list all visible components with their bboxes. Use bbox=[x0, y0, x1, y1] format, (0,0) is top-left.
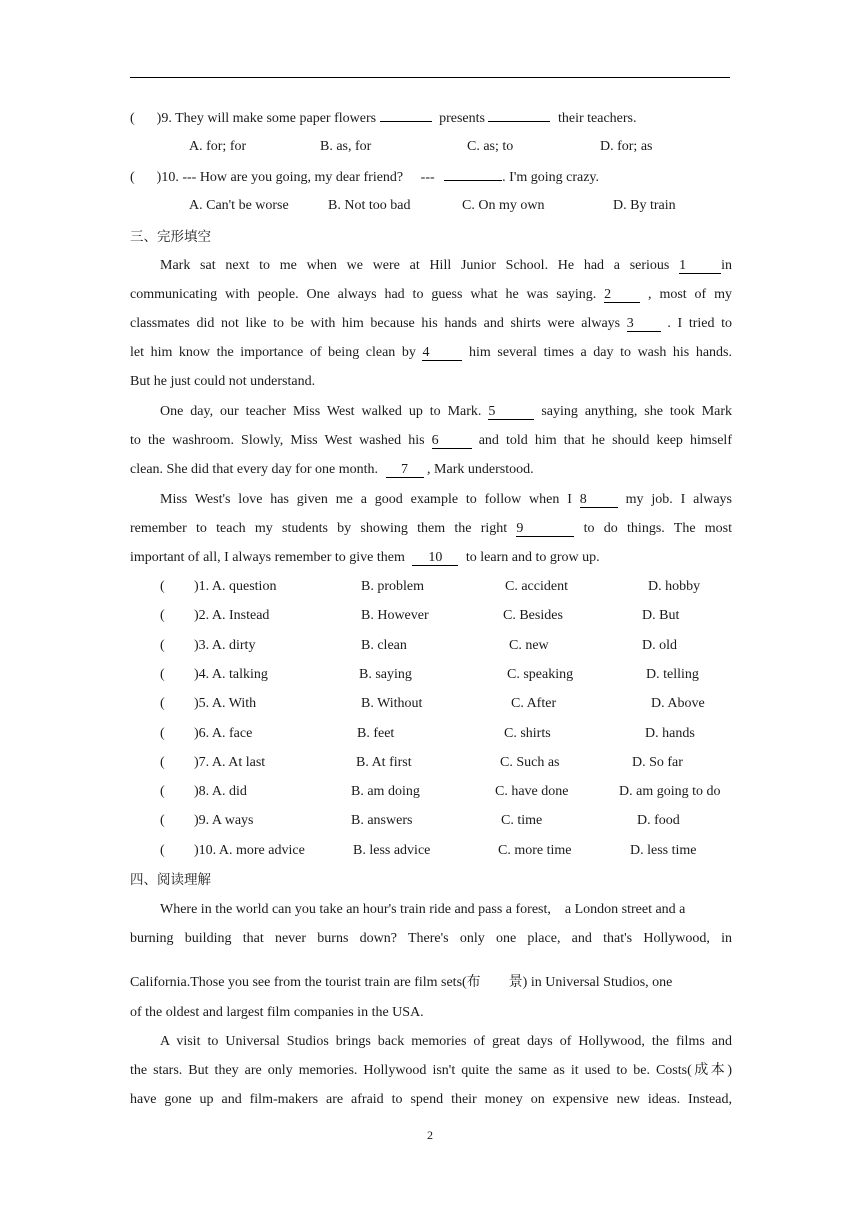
cloze-p1-line5: But he just could not understand. bbox=[130, 374, 316, 389]
section-4-heading: 四、阅读理解 bbox=[130, 872, 211, 888]
cloze-p2-line1: One day, our teacher Miss West walked up to Mark. 5 saying anything, she took Mark bbox=[160, 404, 733, 419]
cloze-question-stem: )1. A. question bbox=[194, 579, 277, 594]
blank bbox=[444, 180, 502, 181]
option-b: B. feet bbox=[357, 726, 395, 741]
option-d: D. But bbox=[642, 608, 680, 623]
option-b: B. answers bbox=[351, 813, 413, 828]
option-c: C. accident bbox=[505, 579, 568, 594]
cloze-p1-line2: communicating with people. One always had to guess what he was saying. 2 , most of my bbox=[130, 287, 732, 302]
blank-9: 9 bbox=[516, 522, 574, 537]
blank bbox=[380, 121, 432, 122]
option-d: D. food bbox=[637, 813, 680, 828]
section-3-heading: 三、完形填空 bbox=[130, 229, 211, 245]
blank-2: 2 bbox=[604, 288, 640, 303]
option-b: B. less advice bbox=[353, 843, 431, 858]
option-b: B. However bbox=[361, 608, 429, 623]
answer-paren: ( bbox=[160, 726, 165, 741]
option-d: D. telling bbox=[646, 667, 699, 682]
option-d: D. So far bbox=[632, 755, 683, 770]
option-c: C. new bbox=[509, 638, 549, 653]
cloze-question-stem: )5. A. With bbox=[194, 696, 257, 711]
option-d: D. Above bbox=[651, 696, 705, 711]
page-number: 2 bbox=[427, 1128, 433, 1142]
option-a: A. for; for bbox=[189, 139, 247, 154]
cloze-p2-line3: clean. She did that every day for one month. 7 , Mark understood. bbox=[130, 462, 534, 477]
blank-1: 1 bbox=[679, 259, 721, 274]
option-d: D. for; as bbox=[600, 139, 653, 154]
answer-paren: ( bbox=[160, 608, 165, 623]
blank-8: 8 bbox=[580, 493, 618, 508]
cloze-question-stem: )2. A. Instead bbox=[194, 608, 270, 623]
option-d: D. old bbox=[642, 638, 677, 653]
cloze-question-stem: )8. A. did bbox=[194, 784, 247, 799]
cloze-p1-line3: classmates did not like to be with him because his hands and shirts were always 3 . I tried to bbox=[130, 316, 733, 331]
option-b: B. Without bbox=[361, 696, 423, 711]
option-c: C. Such as bbox=[500, 755, 560, 770]
option-d: D. hobby bbox=[648, 579, 701, 594]
header-rule bbox=[130, 77, 730, 78]
answer-paren: ( bbox=[160, 579, 165, 594]
option-c: C. On my own bbox=[462, 198, 545, 213]
reading-p1-line1: Where in the world can you take an hour's train ride and pass a forest, a London street and a bbox=[160, 902, 686, 917]
cloze-question-stem: )7. A. At last bbox=[194, 755, 266, 770]
option-b: B. clean bbox=[361, 638, 407, 653]
answer-paren: ( bbox=[160, 755, 165, 770]
option-c: C. have done bbox=[495, 784, 569, 799]
cloze-question-stem: )10. A. more advice bbox=[194, 843, 305, 858]
answer-paren: ( bbox=[160, 843, 165, 858]
option-b: B. Not too bad bbox=[328, 198, 411, 213]
cloze-p2-line2: to the washroom. Slowly, Miss West washed his 6 and told him that he should keep himself bbox=[130, 433, 732, 448]
option-c: C. shirts bbox=[504, 726, 551, 741]
reading-p1-line2: burning building that never burns down? There's only one place, and that's Hollywood, in bbox=[130, 931, 732, 946]
reading-p1-line3: California.Those you see from the tourist train are film sets(布 景) in Universal Studios, one bbox=[130, 975, 673, 990]
option-d: D. less time bbox=[630, 843, 697, 858]
option-c: C. more time bbox=[498, 843, 572, 858]
option-b: B. as, for bbox=[320, 139, 372, 154]
option-d: D. hands bbox=[645, 726, 695, 741]
reading-p2-line1: A visit to Universal Studios brings back memories of great days of Hollywood, the films and bbox=[160, 1034, 732, 1049]
option-c: C. time bbox=[501, 813, 543, 828]
blank-5: 5 bbox=[488, 405, 534, 420]
blank bbox=[488, 121, 550, 122]
option-d: D. By train bbox=[613, 198, 676, 213]
option-b: B. am doing bbox=[351, 784, 420, 799]
question-10-stem: ( )10. --- How are you going, my dear friend? --- . I'm going crazy. bbox=[130, 170, 600, 185]
question-9-stem: ( )9. They will make some paper flowers presents their teachers. bbox=[130, 111, 637, 126]
cloze-question-stem: )6. A. face bbox=[194, 726, 253, 741]
option-d: D. am going to do bbox=[619, 784, 721, 799]
cloze-p1-line1: Mark sat next to me when we were at Hill Junior School. He had a serious 1 in bbox=[160, 258, 733, 273]
reading-p2-line3: have gone up and film-makers are afraid to spend their money on expensive new ideas. Instead, bbox=[130, 1092, 732, 1107]
reading-p1-line4: of the oldest and largest film companies in the USA. bbox=[130, 1005, 424, 1020]
option-b: B. saying bbox=[359, 667, 412, 682]
cloze-p3-line3: important of all, I always remember to give them 10 to learn and to grow up. bbox=[130, 550, 600, 565]
blank-3: 3 bbox=[627, 317, 661, 332]
blank-4: 4 bbox=[422, 346, 462, 361]
cloze-question-stem: )9. A ways bbox=[194, 813, 254, 828]
option-c: C. Besides bbox=[503, 608, 563, 623]
cloze-question-stem: )4. A. talking bbox=[194, 667, 268, 682]
answer-paren: ( bbox=[160, 667, 165, 682]
cloze-question-stem: )3. A. dirty bbox=[194, 638, 256, 653]
option-b: B. problem bbox=[361, 579, 424, 594]
answer-paren: ( bbox=[160, 813, 165, 828]
reading-p2-line2: the stars. But they are only memories. Hollywood isn't quite the same as it used to be. Costs(成本) bbox=[130, 1063, 732, 1078]
blank-7: 7 bbox=[386, 463, 424, 478]
option-c: C. speaking bbox=[507, 667, 574, 682]
blank-10: 10 bbox=[412, 551, 458, 566]
option-a: A. Can't be worse bbox=[189, 198, 289, 213]
answer-paren: ( bbox=[160, 638, 165, 653]
option-c: C. as; to bbox=[467, 139, 514, 154]
answer-paren: ( bbox=[160, 784, 165, 799]
blank-6: 6 bbox=[432, 434, 472, 449]
answer-paren: ( bbox=[160, 696, 165, 711]
cloze-p1-line4: let him know the importance of being clean by 4 him several times a day to wash his hands. bbox=[130, 345, 732, 360]
cloze-p3-line1: Miss West's love has given me a good example to follow when I 8 my job. I always bbox=[160, 492, 732, 507]
option-b: B. At first bbox=[356, 755, 412, 770]
cloze-p3-line2: remember to teach my students by showing them the right 9 to do things. The most bbox=[130, 521, 733, 536]
option-c: C. After bbox=[511, 696, 557, 711]
